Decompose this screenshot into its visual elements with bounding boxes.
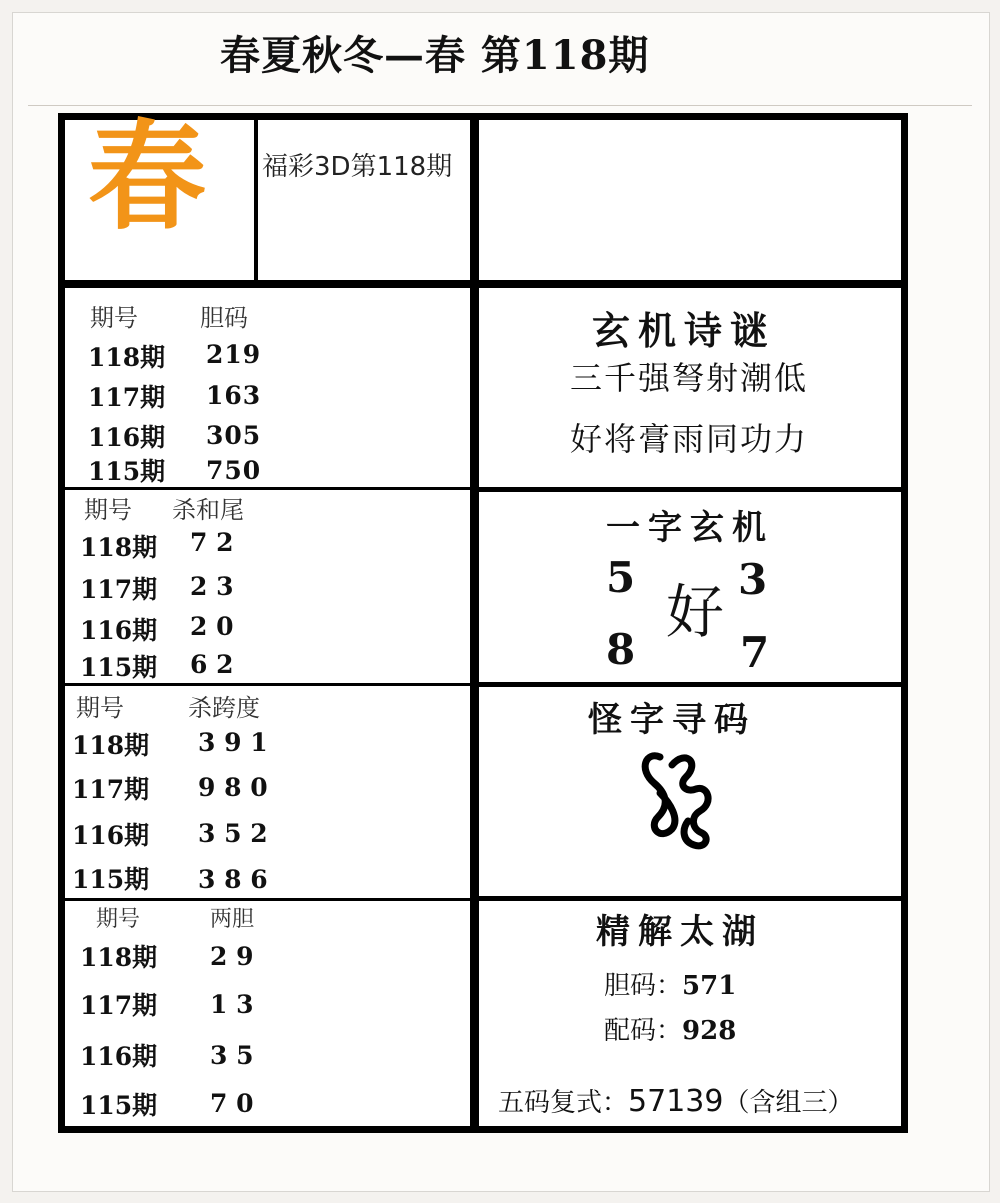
table-row-value: 3 8 6 [198,865,268,894]
table-row-issue: 117期 [72,775,150,804]
table-row-issue: 118期 [80,533,158,562]
col-value-header: 胆码 [200,304,248,332]
table-row-value: 3 9 1 [198,728,268,757]
col-value-header: 杀和尾 [172,496,244,524]
clue-digit: 8 [606,625,636,674]
col-issue-header: 期号 [76,694,124,722]
riddle-line-2: 好将膏雨同功力 [570,420,809,458]
right-row-line-1 [479,487,908,492]
col-issue-header: 期号 [96,907,141,932]
table-row-issue: 118期 [88,343,166,372]
taihu-title: 精解太湖 [596,912,764,952]
center-divider [470,113,479,1133]
page-title: 春夏秋冬—春 第118期 [220,32,650,79]
one-char-title: 一字玄机 [606,508,774,548]
table-row-value: 6 2 [190,650,234,679]
col-issue-header: 期号 [90,304,138,332]
table-row-value: 2 9 [210,942,254,971]
table-row-value: 1 3 [210,990,254,1019]
col-value-header: 两胆 [210,907,255,932]
table-row-value: 3 5 2 [198,819,268,848]
table-row-issue: 116期 [80,1042,158,1071]
clue-digit: 5 [606,553,636,602]
table-row-issue: 118期 [80,943,158,972]
clue-digit: 3 [738,555,768,604]
table-row-issue: 117期 [80,991,158,1020]
five-code-label: 五码复式： [498,1088,629,1118]
pei-code-label: 配码： [604,1016,683,1046]
table-row-issue: 115期 [72,865,150,894]
title-divider [28,105,972,106]
five-code-line [498,1082,853,1119]
table-row-issue: 115期 [80,1091,158,1120]
table-row-value: 9 8 0 [198,773,268,802]
table-row-issue: 115期 [80,653,158,682]
forecast-sheet [58,107,908,1133]
pei-code-value: 928 [682,1016,737,1046]
table-row-value: 305 [206,421,262,450]
table-row-issue: 118期 [72,731,150,760]
spring-character: 春 [88,107,207,246]
header-bottom-line [58,280,908,288]
five-code-note: （含组三） [723,1088,854,1118]
dan-code-line [604,965,736,1002]
header-divider [254,113,258,285]
left-row-line-3 [58,898,472,901]
table-row-value: 163 [206,381,262,410]
right-row-line-2 [479,682,908,687]
table-row-value: 219 [206,340,262,369]
table-row-issue: 116期 [88,423,166,452]
five-code-value: 57139 [628,1084,724,1119]
table-row-issue: 115期 [88,457,166,486]
clue-digit: 7 [740,628,770,677]
table-row-issue: 117期 [80,575,158,604]
table-row-issue: 116期 [72,821,150,850]
clue-character: 好 [666,578,725,646]
table-row-value: 2 0 [190,612,234,641]
riddle-title: 玄机诗谜 [592,308,777,353]
table-row-value: 3 5 [210,1041,254,1070]
dan-code-label: 胆码： [604,971,683,1001]
table-row-value: 7 0 [210,1089,254,1118]
table-row-value: 750 [206,456,262,485]
table-row-issue: 117期 [88,383,166,412]
col-issue-header: 期号 [84,496,132,524]
right-row-line-3 [479,896,908,901]
strange-glyph-icon [630,745,730,855]
dan-code-value: 571 [682,971,737,1001]
table-row-value: 7 2 [190,528,234,557]
table-row-value: 2 3 [190,572,234,601]
riddle-line-1: 三千强弩射潮低 [570,359,809,397]
strange-char-title: 怪字寻码 [588,700,756,740]
table-row-issue: 116期 [80,616,158,645]
pei-code-line [604,1010,736,1047]
issue-label: 福彩3D第118期 [262,152,453,182]
col-value-header: 杀跨度 [188,694,260,722]
